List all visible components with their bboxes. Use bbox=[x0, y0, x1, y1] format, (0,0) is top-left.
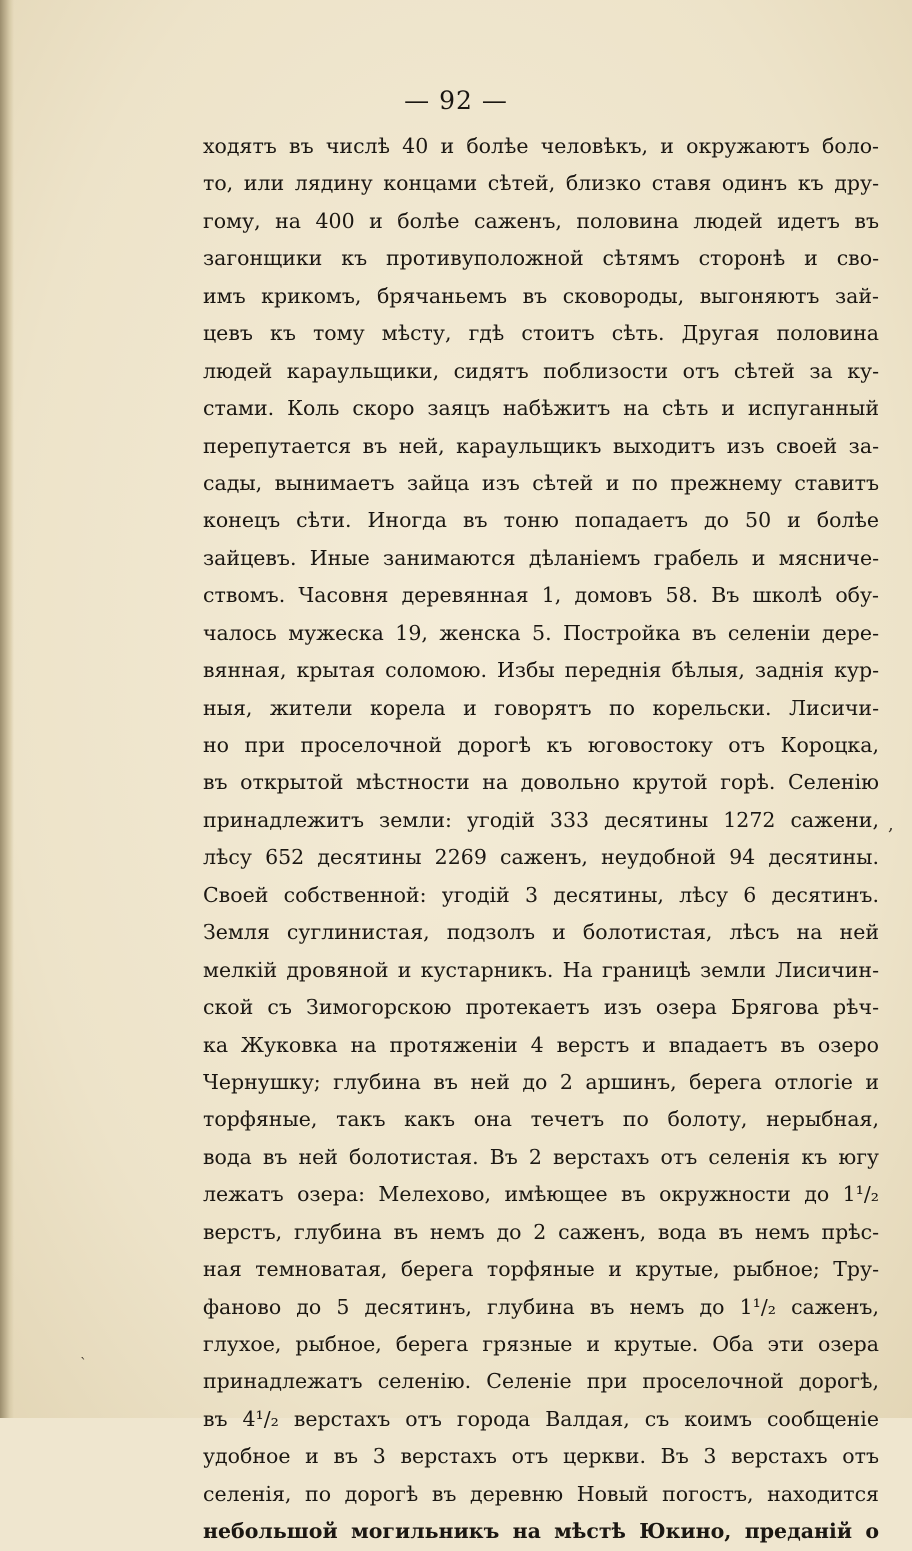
text-line: Земля суглинистая, подзолъ и болотистая, лѣсъ на ней bbox=[203, 920, 879, 945]
text-line: ходятъ въ числѣ 40 и болѣе человѣкъ, и окружаютъ боло- bbox=[203, 134, 879, 158]
text-line: торфяные, такъ какъ она течетъ по болоту, нерыбная, bbox=[203, 1107, 879, 1132]
text-line: ная темноватая, берега торфяные и крутые, рыбное; Тру- bbox=[203, 1257, 879, 1282]
text-line: конецъ сѣти. Иногда въ тоню попадаетъ до 50 и болѣе bbox=[203, 508, 879, 533]
text-line: ныя, жители корела и говорятъ по корельски. Лисичи- bbox=[203, 695, 879, 720]
text-line: то, или лядину концами сѣтей, близко ставя одинъ къ дру- bbox=[203, 171, 879, 196]
text-line: перепутается въ ней, караульщикъ выходитъ изъ своей за- bbox=[203, 433, 879, 458]
page-number: — 92 — bbox=[404, 86, 508, 115]
text-line: цевъ къ тому мѣсту, гдѣ стоитъ сѣть. Другая половина bbox=[203, 321, 879, 346]
text-line: Своей собственной: угодій 3 десятины, лѣсу 6 десятинъ. bbox=[203, 882, 879, 907]
binding-gutter bbox=[0, 0, 14, 1418]
text-line: стами. Коль скоро заяцъ набѣжитъ на сѣть и испуганный bbox=[203, 396, 879, 421]
text-line: фаново до 5 десятинъ, глубина въ немъ до 1¹/₂ саженъ, bbox=[203, 1294, 879, 1319]
text-line: принадлежатъ селенію. Селеніе при проселочной дорогѣ, bbox=[203, 1369, 879, 1394]
text-line: глухое, рыбное, берега грязные и крутые. Оба эти озера bbox=[203, 1332, 879, 1356]
text-line: лѣсу 652 десятины 2269 саженъ, неудобной 94 десятины. bbox=[203, 845, 879, 870]
text-line: но при проселочной дорогѣ къ юговостоку отъ Короцка, bbox=[203, 733, 879, 757]
text-line: мелкій дровяной и кустарникъ. На границѣ земли Лисичин- bbox=[203, 957, 879, 982]
text-line: верстъ, глубина въ немъ до 2 саженъ, вода въ немъ прѣс- bbox=[203, 1219, 879, 1244]
text-line: чалось мужеска 19, женска 5. Постройка въ селеніи дере- bbox=[203, 620, 879, 645]
text-line: лежатъ озера: Мелехово, имѣющее въ окружности до 1¹/₂ bbox=[203, 1182, 879, 1207]
text-line: ствомъ. Часовня деревянная 1, домовъ 58. Въ школѣ обу- bbox=[203, 583, 879, 608]
text-line: вода въ ней болотистая. Въ 2 верстахъ отъ селенія къ югу bbox=[203, 1144, 879, 1169]
text-line: гому, на 400 и болѣе саженъ, половина людей идетъ въ bbox=[203, 208, 879, 233]
text-line: людей караульщики, сидятъ поблизости отъ сѣтей за ку- bbox=[203, 358, 879, 383]
text-line: загонщики къ противуположной сѣтямъ сторонѣ и сво- bbox=[203, 246, 879, 271]
text-line: Чернушку; глубина въ ней до 2 аршинъ, берега отлогіе и bbox=[203, 1069, 879, 1094]
margin-mark: , bbox=[888, 814, 894, 835]
text-line: въ 4¹/₂ верстахъ отъ города Валдая, съ коимъ сообщеніе bbox=[203, 1406, 879, 1431]
body-text bbox=[203, 128, 879, 1551]
text-line: вянная, крытая соломою. Избы переднія бѣлыя, заднія кур- bbox=[203, 658, 879, 683]
text-line: зайцевъ. Иные занимаются дѣланіемъ грабель и мясниче- bbox=[203, 545, 879, 570]
text-line: небольшой могильникъ на мѣстѣ Юкино, преданій о bbox=[203, 1519, 879, 1544]
text-line: ка Жуковка на протяженіи 4 верстъ и впадаетъ въ озеро bbox=[203, 1032, 879, 1057]
text-line: имъ крикомъ, брячаньемъ въ сковороды, выгоняютъ зай- bbox=[203, 283, 879, 308]
text-line: селенія, по дорогѣ въ деревню Новый погостъ, находится bbox=[203, 1481, 879, 1506]
text-line: удобное и въ 3 верстахъ отъ церкви. Въ 3 верстахъ отъ bbox=[203, 1444, 879, 1469]
text-line: принадлежитъ земли: угодій 333 десятины 1272 сажени, bbox=[203, 807, 879, 832]
text-line: въ открытой мѣстности на довольно крутой горѣ. Селенію bbox=[203, 770, 879, 795]
text-line: ской съ Зимогорскою протекаетъ изъ озера Брягова рѣч- bbox=[203, 995, 879, 1020]
text-line: сады, вынимаетъ зайца изъ сѣтей и по прежнему ставитъ bbox=[203, 470, 879, 495]
margin-mark: ` bbox=[80, 1356, 87, 1372]
